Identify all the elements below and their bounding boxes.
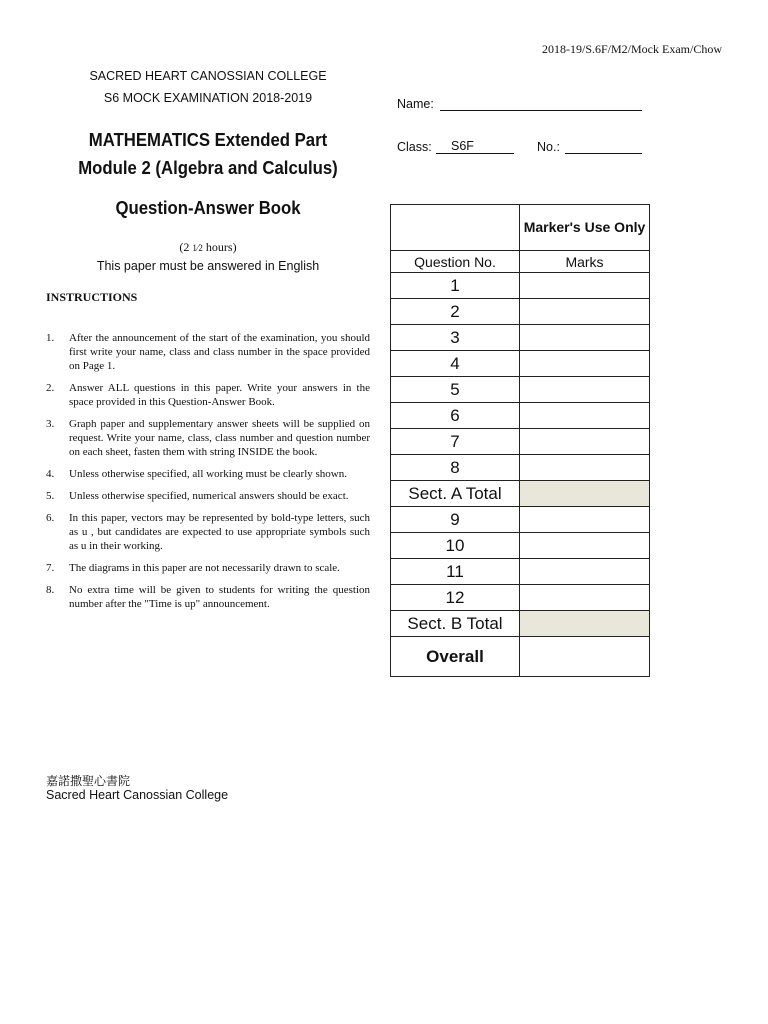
question-number: 10 bbox=[391, 533, 520, 559]
question-number: 6 bbox=[391, 403, 520, 429]
class-label: Class: bbox=[397, 140, 432, 154]
section-a-total-label: Sect. A Total bbox=[391, 481, 520, 507]
section-b-total-label: Sect. B Total bbox=[391, 611, 520, 637]
question-number: 3 bbox=[391, 325, 520, 351]
instruction-item bbox=[46, 583, 370, 611]
question-column-header: Question No. bbox=[391, 251, 520, 273]
number-label: No.: bbox=[537, 140, 560, 154]
instruction-text: In this paper, vectors may be represented by bold-type letters, such as u , but candidates are expected to use appropriate symbols such as u in their working. bbox=[69, 512, 370, 552]
paper-duration bbox=[0, 240, 416, 255]
marks-cell[interactable] bbox=[520, 455, 650, 481]
question-number: 12 bbox=[391, 585, 520, 611]
question-number: 9 bbox=[391, 507, 520, 533]
marks-table bbox=[390, 204, 650, 677]
number-field[interactable] bbox=[565, 139, 642, 154]
instruction-text: After the announcement of the start of the examination, you should first write your name, class and class number in the space provided on Page 1. bbox=[69, 332, 370, 372]
marks-cell[interactable] bbox=[520, 507, 650, 533]
question-number: 2 bbox=[391, 299, 520, 325]
instruction-number: 8. bbox=[46, 584, 55, 596]
instruction-item bbox=[46, 331, 370, 373]
instruction-text: Graph paper and supplementary answer sheets will be supplied on request. Write your name, class, class number and question number on each sheet, fasten them with string INSIDE the book. bbox=[69, 418, 370, 458]
marks-column-header: Marks bbox=[520, 251, 650, 273]
marks-cell[interactable] bbox=[520, 429, 650, 455]
exam-name: S6 MOCK EXAMINATION 2018-2019 bbox=[103, 91, 313, 105]
paper-module: Module 2 (Algebra and Calculus) bbox=[78, 158, 338, 178]
instructions-list bbox=[46, 331, 370, 619]
class-value: S6F bbox=[451, 139, 474, 153]
instruction-number: 1. bbox=[46, 332, 55, 344]
instruction-number: 7. bbox=[46, 562, 55, 574]
instruction-item bbox=[46, 381, 370, 409]
instruction-item bbox=[46, 467, 370, 481]
instruction-item bbox=[46, 561, 370, 575]
overall-label: Overall bbox=[391, 637, 520, 677]
name-field[interactable] bbox=[440, 96, 642, 111]
name-label: Name: bbox=[397, 97, 434, 111]
instruction-text: The diagrams in this paper are not necessarily drawn to scale. bbox=[69, 562, 340, 574]
instruction-text: Answer ALL questions in this paper. Write your answers in the space provided in this Question-Answer Book. bbox=[69, 382, 370, 408]
class-field[interactable] bbox=[436, 139, 514, 154]
instruction-number: 5. bbox=[46, 490, 55, 502]
duration-prefix: (2 bbox=[179, 240, 193, 254]
question-number: 1 bbox=[391, 273, 520, 299]
instruction-number: 2. bbox=[46, 382, 55, 394]
marks-cell[interactable] bbox=[520, 585, 650, 611]
question-number: 4 bbox=[391, 351, 520, 377]
instruction-item bbox=[46, 511, 370, 553]
marks-cell[interactable] bbox=[520, 273, 650, 299]
overall-cell[interactable] bbox=[520, 637, 650, 677]
question-number: 5 bbox=[391, 377, 520, 403]
college-name-english: Sacred Heart Canossian College bbox=[46, 788, 229, 802]
document-reference: 2018-19/S.6F/M2/Mock Exam/Chow bbox=[541, 42, 722, 56]
instruction-number: 6. bbox=[46, 512, 55, 524]
marks-cell[interactable] bbox=[520, 351, 650, 377]
paper-title: MATHEMATICS Extended Part bbox=[88, 130, 328, 150]
marks-cell[interactable] bbox=[520, 377, 650, 403]
college-name-chinese: 嘉諾撒聖心書院 bbox=[46, 774, 131, 788]
instruction-item bbox=[46, 489, 370, 503]
marks-cell[interactable] bbox=[520, 299, 650, 325]
instructions-heading: INSTRUCTIONS bbox=[46, 290, 138, 304]
marks-cell[interactable] bbox=[520, 403, 650, 429]
duration-fraction: 1⁄2 bbox=[192, 243, 203, 254]
instruction-item bbox=[46, 417, 370, 459]
section-b-total-cell bbox=[520, 611, 650, 637]
question-number: 7 bbox=[391, 429, 520, 455]
instruction-number: 3. bbox=[46, 418, 55, 430]
instruction-number: 4. bbox=[46, 468, 55, 480]
marks-cell[interactable] bbox=[520, 533, 650, 559]
instruction-text: Unless otherwise specified, all working must be clearly shown. bbox=[69, 468, 347, 480]
instruction-text: No extra time will be given to students for writing the question number after the "Time is up" announcement. bbox=[69, 584, 370, 610]
marks-cell[interactable] bbox=[520, 325, 650, 351]
section-a-total-cell bbox=[520, 481, 650, 507]
table-corner-cell bbox=[391, 205, 520, 251]
question-number: 8 bbox=[391, 455, 520, 481]
marks-cell[interactable] bbox=[520, 559, 650, 585]
language-note: This paper must be answered in English bbox=[96, 259, 320, 273]
duration-suffix: hours) bbox=[202, 240, 237, 254]
question-number: 11 bbox=[391, 559, 520, 585]
instruction-text: Unless otherwise specified, numerical answers should be exact. bbox=[69, 490, 349, 502]
school-name: SACRED HEART CANOSSIAN COLLEGE bbox=[89, 69, 327, 83]
book-title: Question-Answer Book bbox=[115, 198, 301, 218]
marker-header: Marker's Use Only bbox=[520, 205, 650, 251]
